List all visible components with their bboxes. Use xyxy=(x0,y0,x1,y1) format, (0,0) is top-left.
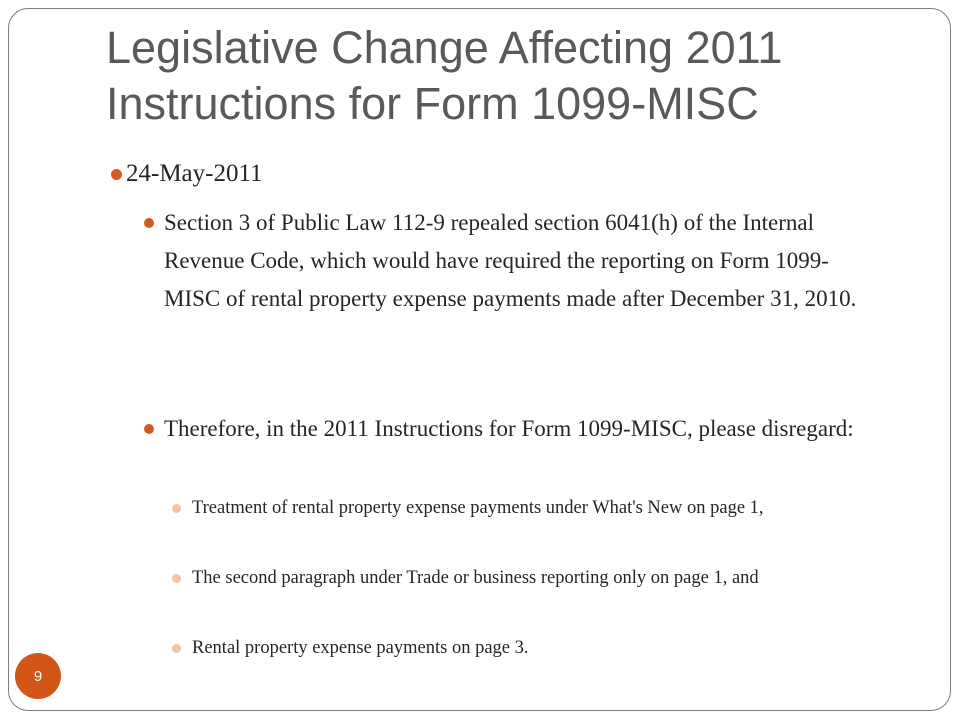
disregard-item xyxy=(192,493,842,523)
title-line-2: Instructions for Form 1099-MISC xyxy=(106,78,759,129)
disregard-item-text: Treatment of rental property expense payments under What's New on page 1, xyxy=(192,498,764,518)
title-line-1: Legislative Change Affecting 2011 xyxy=(106,22,783,73)
disregard-item-text: Rental property expense payments on page 3. xyxy=(192,638,529,658)
bullet-dot-icon xyxy=(111,169,122,180)
bullet-date xyxy=(126,158,263,190)
law-paragraph-text: Section 3 of Public Law 112-9 repealed section 6041(h) of the Internal Revenue Code, which would have required the reporting on Form 1099-MISC of rental property expense payments made after December 31, 2010. xyxy=(164,210,857,311)
disregard-item xyxy=(192,563,842,593)
bullet-dot-icon xyxy=(172,574,181,583)
date-text: 24-May-2011 xyxy=(126,160,263,187)
page-number: 9 xyxy=(33,667,43,685)
bullet-dot-icon xyxy=(172,504,181,513)
disregard-paragraph-text: Therefore, in the 2011 Instructions for Form 1099-MISC, please disregard: xyxy=(164,416,854,441)
bullet-dot-icon xyxy=(172,644,181,653)
bullet-law-paragraph xyxy=(164,204,874,318)
disregard-item xyxy=(192,633,842,663)
slide-title xyxy=(106,20,906,132)
bullet-disregard-paragraph xyxy=(164,410,874,448)
bullet-dot-icon xyxy=(144,424,154,434)
page-number-badge xyxy=(15,653,61,699)
bullet-dot-icon xyxy=(144,218,154,228)
disregard-item-text: The second paragraph under Trade or business reporting only on page 1, and xyxy=(192,568,759,588)
